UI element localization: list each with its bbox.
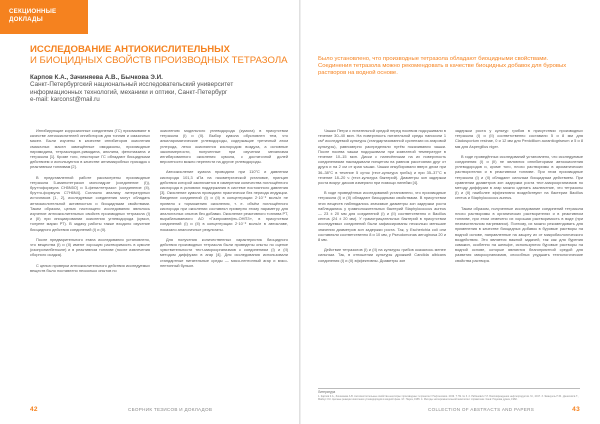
page-number-left: 42: [30, 406, 38, 413]
paragraph: В представленной работе рассмотрены производные тетразола 5-аминотетразол моногидрат (соединение (I)), бруттоформула CH5N5O] и 5-фенилтетразол (соединение (II), брутто-формула C7H6N4]. Согласно анализу литературных источников [1, 2], исследуемые соединения могут обладать антиокислительной активностью и биоцидными свойствами. Таким образом, целью настоящего исследования являлось изучение антиокислительных свойств производных тетразола (I) и (II) при инициировании окисления углеводорода (кумол, толуене марки РТ). В задачу работы также входило изучение биоцидного действия соединений (I) и (II).: [30, 174, 150, 232]
paragraph: Автоокисление кумола проводили при 110°С и давлении кислорода 101,3 кПа на газометрической установке, принцип действия которой заключается в измерении количества поглощённого кислорода в условиях поддержания в системе постоянного давления [3]. Окисление кумола проводили практически без периода индукции. Введение соединений (I) и (II) в концентрации 2·10⁻² моль/л не привело к торможению окисления, т. е. объём поглощённого кислорода при окислении составлял примерно этому параметру для аналогичных опытов без добавки. Окисление реактивного топлива РТ, вырабатываемого АО «Газпромнефть-ОНПЗ», в присутствии соединений (I) и (II) в концентрации 2·10⁻² моль/л в автоклаве, показало аналогичные результаты.: [160, 169, 288, 232]
article-title: [30, 44, 290, 66]
paragraph: В ходе проведённых исследований установлено, что производные тетразола (I) и (II) обладают биоцидными свойствами. В присутствии этих веществ наблюдались значимые диаметры зон задержки роста наблюдались у грамположительных бактерий Staphylococcus aureus — 23 ± 20 мм для соединений (I) и (II) соответственно и Bacillus cereus (24 ± 20 мм). У грамотрицательных бактерий в присутствии исследуемых соединений были зафиксированы несколько меньшие значения диаметров зон задержки роста. Так, у Escherichia coli они составляли соответственно 8 и 10 мм, у Pseudomonas aeruginosa 20 и 8 мм.: [318, 190, 446, 243]
page-number-right: 43: [572, 406, 580, 413]
paragraph: В ходе проведённых исследований установлено, что исследуемые соединения (I) и (II) не являются ингибиторами автоокисления углеводородов и, кроме того, плохо растворимы в ароматических растворителях и в реактивном топливе. При этом производные тетразола (I) и (II) обладают сильным биоцидным действием. При сравнении диаметров зон задержки роста тест-микроорганизмов по методу диффузии в агар можно сделать заключение, что тетразолы (I) и (II) наиболее эффективно воздействуют на бактерии Bacillus cereus и Staphylococcus aureus.: [455, 153, 583, 201]
paragraph: задержки роста у культур грибов в присутствии производных тетразола (I) и (II) соответственно составили 5 и 8 мм для Cladosporium resinae, 0 и 12 мм для Penicillium aurantiogriseum и 5 и 8 мм для Aspergillus niger.: [455, 128, 583, 149]
references-text: 1. Карпов К.А., Зачиняева А.В. Антиокислительные свойства некоторых производных тетразола // Нефтехимия. 2019. Т. 59. № 3. 2. Рабинович Г.Л. Биоповреждения нефтепродуктов. М., 2017. 3. Эмануэль Н.М., Денисов Е.Т., Майзус З.К. Цепные реакции окисления углеводородов в жидкой фазе. М.: Наука, 1965. 4. Методы экспериментальной микологии: справочник. Киев: Наукова думка, 1982.: [318, 394, 579, 401]
article-title-line2: И БИОЦИДНЫХ СВОЙСТВ ПРОИЗВОДНЫХ ТЕТРАЗОЛА: [30, 55, 288, 66]
references-label: Литература: [318, 390, 336, 394]
conclusion-highlight: Было установлено, что производные тетразола обладают биоцидными свойствами. Соединения тетразола можно рекомендовать в качестве биоцидных добавок для буровых растворов на водной основе.: [318, 56, 567, 77]
affiliation-line2: информационных технологий, механики и оптики, Санкт-Петербург: [30, 88, 228, 96]
section-tab-line1: СЕКЦИОННЫЕ: [9, 8, 57, 15]
right-page-column-1: [318, 128, 446, 386]
paragraph: Чашки Петри с питательной средой перед посевом подсушивали в течение 30–40 мин. На поверхность питательной среды наносили 1 см³ исследуемой культуры (стандартизованной суспензии из агаровой культуры), равномерно распределяли путём покачивания чашки. После посева чашки подсушивали при комнатной температуре в течение 10–15 мин. Диски с нанесёнными на их поверхность соединениями накладывали пинцетом на равном расстоянии друг от друга и на 2 см от края чашки. Чашки инкубировали вверх дном при 36–38°С в течение 5 суток (тест-культура грибы) и при 35–37°С в течение 18–20 ч (тест-культура бактерий). Диаметры зон задержки роста вокруг дисков измеряли при помощи линейки [4].: [318, 128, 446, 186]
footer-right: [318, 404, 580, 416]
footer-left-text: СБОРНИК ТЕЗИСОВ И ДОКЛАДОВ: [128, 407, 213, 412]
footer-left: [30, 404, 290, 416]
paragraph: Для получения количественных характеристик биоцидного действия производных тетразола были проведены опыты по оценке чувствительности тест-микроорганизмов к соединениям (I) и (II) методом диффузии в агар [4]. Для исследования использовали стандартные питательные среды — мясо-пептонный агар и мясо-пептонный бульон.: [160, 236, 288, 268]
section-tab-line2: ДОКЛАДЫ: [9, 16, 43, 23]
article-title-line1: ИССЛЕДОВАНИЕ АНТИОКИСЛИТЕЛЬНЫХ: [30, 44, 230, 55]
paragraph: С целью проверки антиокислительного действия исследуемых веществ было поставлено несколько опытов по: [30, 262, 150, 273]
affiliation-line1: Санкт-Петербургский национальный исследовательский университет: [30, 81, 234, 89]
page-fold: [299, 0, 301, 424]
paragraph: Таким образом, полученные исследование соединений тетразола плохо растворимы в органических растворителях и в реактивном топливе, при этом отмечено их хорошая растворимость в воде (при незначительном нагревании). Поэтому, их можно рекомендовать для применения в качестве биоцидных добавок в буровые растворы на водной основе, направленные на защиту их от микробиологического воздействия. Это является важной задачей, так как для бурения скважин, особенно на шельфе, используются буровые растворы на водной основе, которые являются благоприятной средой для развития микроорганизмов, способных ухудшать технологические свойства раствора.: [455, 205, 583, 263]
authors: Карпов К.А., Зачиняева А.В., Бычкова Э.И.: [30, 74, 163, 81]
references: [318, 388, 580, 402]
author-block: [30, 74, 290, 104]
paragraph: Ингибирующие коррозионные соединения (ГС) присваивают в качестве антиокислителей ингибиторов для топлив и смазочных масел. Были изучены в качестве ингибиторов окисления смазочных масел замещённые имидазолы, производные пиримидина, тетразолидон-pимидина, анилина, фенотиазина и тетразола [1]. Кроме того, некоторые ГС обладают биоцидными действием и используются в качестве антимикробных присадок к реактивным топливам [2].: [30, 128, 150, 170]
footer-right-text: COLLECTION OF ABSTRACTS AND PAPERS: [428, 407, 535, 412]
author-email: e-mail: karconst@mail.ru: [30, 96, 100, 104]
section-tab: [0, 0, 88, 34]
left-page-column-1: [30, 128, 150, 398]
paragraph: После предварительного этапа исследования установлено, что вещества (I) и (II) имеют хорошую растворимость в кумоле (изопропилбензоле) и в реактивном топливе (после извлечения сборного осадка).: [30, 236, 150, 258]
paragraph: окислению модельного углеводорода (кумола) в присутствии тетразола (I) и (II). Выбор кумола обусловлен тем, что алкилароматические углеводороды, содержащие третичный атом углерода, легко окисляются кислородом воздуха, а основные закономерности, полученные при изучении механизма ингибированного окисления кумола, с достаточной долей вероятности можно перенести на другие углеводороды.: [160, 128, 288, 165]
left-page-column-2: [160, 128, 288, 398]
right-page-column-2: [455, 128, 583, 386]
paragraph: Действие тетразолов (I) и (II) на культуры грибов оказалось менее сильным. Так, в отношении культуры дрожжей Candida albicans соединения (I) и (II) эффективны. Диаметры зон: [318, 247, 446, 263]
